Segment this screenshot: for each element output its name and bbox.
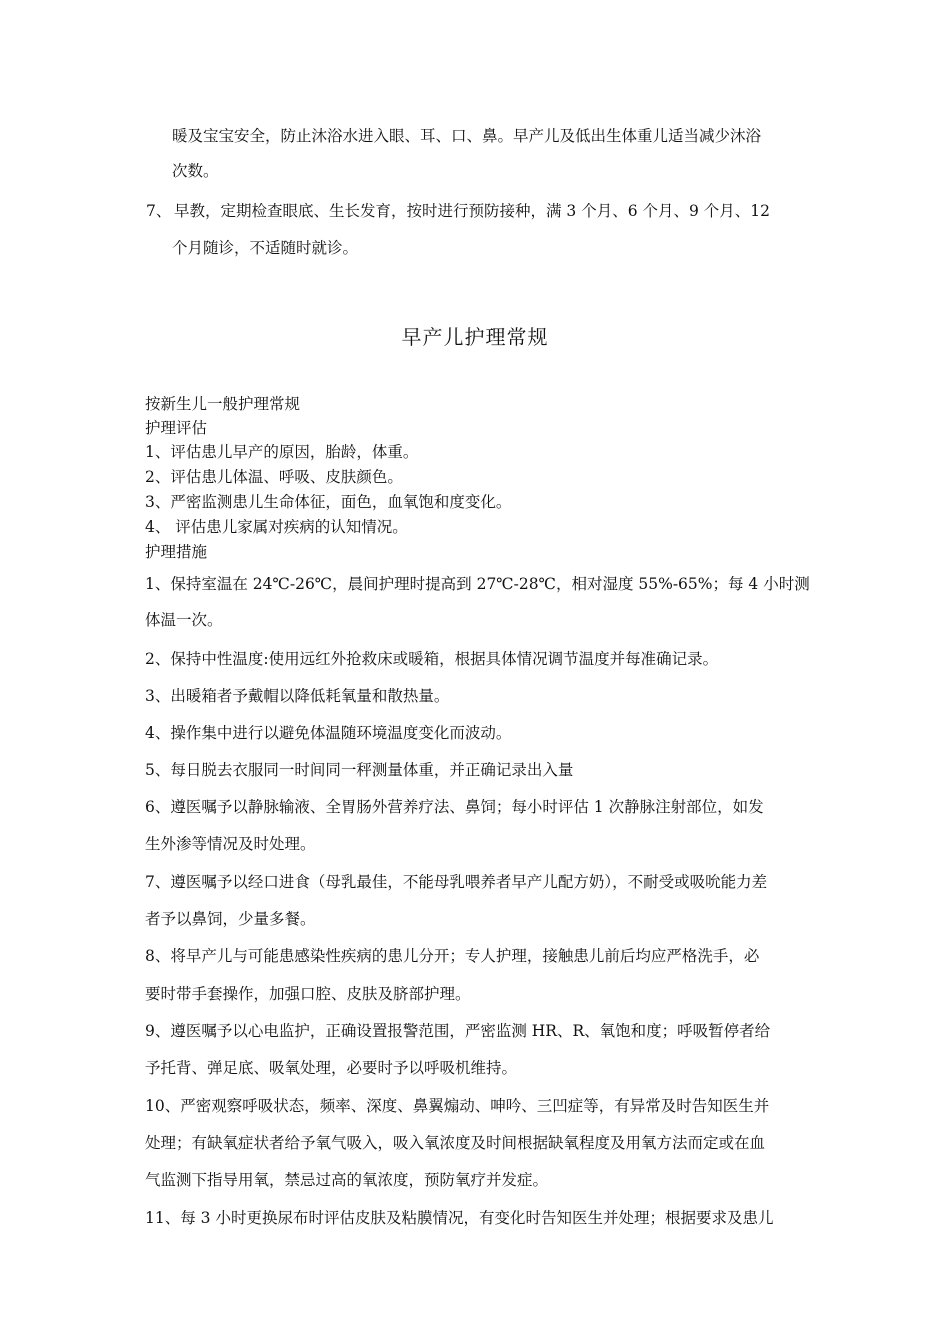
- measure-line: 5、每日脱去衣服同一时间同一秤测量体重，并正确记录出入量: [145, 761, 574, 779]
- measure-line: 10、严密观察呼吸状态，频率、深度、鼻翼煽动、呻吟、三凹症等，有异常及时告知医生并: [145, 1097, 770, 1115]
- measure-line: 11、每 3 小时更换尿布时评估皮肤及粘膜情况，有变化时告知医生并处理；根据要求及患儿: [145, 1209, 774, 1227]
- item-7-line-1: 早教，定期检查眼底、生长发育，按时进行预防接种，满 3 个月、6 个月、9 个月、12: [174, 202, 771, 220]
- continuation-line-1: 暖及宝宝安全，防止沐浴水进入眼、耳、口、鼻。早产儿及低出生体重儿适当减少沐浴: [172, 127, 762, 145]
- assessment-item: 2、评估患儿体温、呼吸、皮肤颜色。: [145, 468, 403, 486]
- measure-line: 9、遵医嘱予以心电监护，正确设置报警范围，严密监测 HR、R、氧饱和度；呼吸暂停者给: [145, 1022, 771, 1040]
- measure-line: 生外渗等情况及时处理。: [145, 835, 316, 853]
- continuation-line-2: 次数。: [172, 162, 219, 180]
- measure-line: 8、将早产儿与可能患感染性疾病的患儿分开；专人护理，接触患儿前后均应严格洗手，必: [145, 947, 760, 965]
- item-7-number: 7、: [146, 202, 172, 220]
- intro-text: 按新生儿一般护理常规: [145, 395, 301, 413]
- measure-line: 要时带手套操作，加强口腔、皮肤及脐部护理。: [145, 985, 471, 1003]
- measure-line: 者予以鼻饲，少量多餐。: [145, 910, 316, 928]
- measure-line: 气监测下指导用氧，禁忌过高的氧浓度，预防氧疗并发症。: [145, 1171, 549, 1189]
- section-title: 早产儿护理常规: [401, 325, 549, 349]
- assessment-heading: 护理评估: [145, 419, 208, 437]
- assessment-item: 1、评估患儿早产的原因，胎龄，体重。: [145, 443, 419, 461]
- measure-line: 1、保持室温在 24℃-26℃，晨间护理时提高到 27℃-28℃，相对湿度 55%-65%；每 4 小时测: [145, 575, 810, 593]
- assessment-item: 3、严密监测患儿生命体征，面色，血氧饱和度变化。: [145, 493, 512, 511]
- measure-line: 处理；有缺氧症状者给予氧气吸入，吸入氧浓度及时间根据缺氧程度及用氧方法而定或在血: [145, 1134, 766, 1152]
- measure-line: 7、遵医嘱予以经口进食（母乳最佳，不能母乳喂养者早产儿配方奶），不耐受或吸吮能力差: [145, 873, 768, 891]
- measures-heading: 护理措施: [145, 543, 208, 561]
- assessment-item: 4、 评估患儿家属对疾病的认知情况。: [145, 518, 408, 536]
- measure-line: 3、出暖箱者予戴帽以降低耗氧量和散热量。: [145, 687, 450, 705]
- measure-line: 予托背、弹足底、吸氧处理，必要时予以呼吸机维持。: [145, 1059, 518, 1077]
- measure-line: 4、操作集中进行以避免体温随环境温度变化而波动。: [145, 724, 512, 742]
- item-7-line-2: 个月随诊，不适随时就诊。: [172, 239, 359, 257]
- measure-line: 6、遵医嘱予以静脉输液、全胃肠外营养疗法、鼻饲；每小时评估 1 次静脉注射部位，如发: [145, 798, 764, 816]
- measure-line: 体温一次。: [145, 611, 223, 629]
- measure-line: 2、保持中性温度:使用远红外抢救床或暖箱，根据具体情况调节温度并每准确记录。: [145, 650, 719, 668]
